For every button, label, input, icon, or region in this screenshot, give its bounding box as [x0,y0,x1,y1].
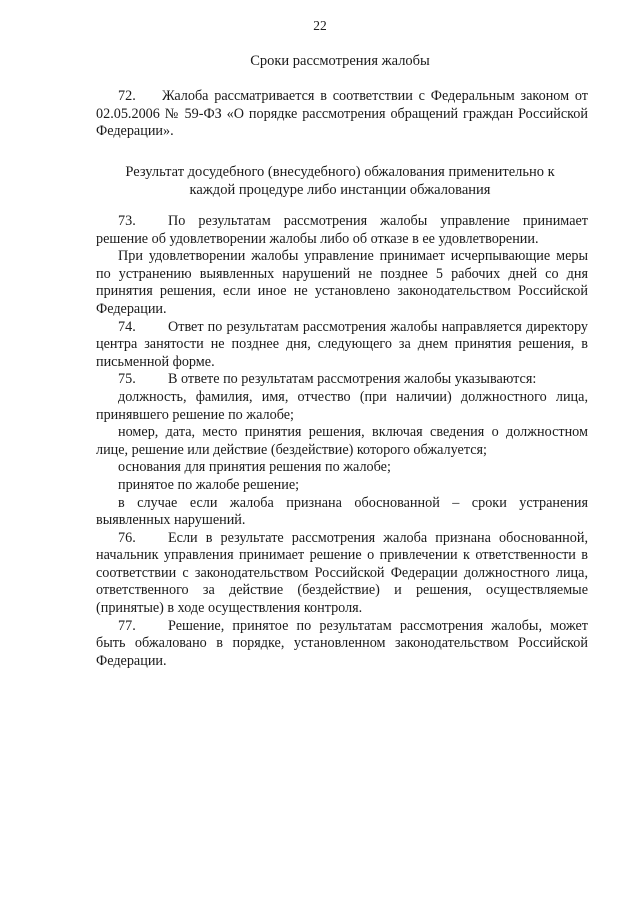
list-item-grounds: основания для принятия решения по жалобе; [118,459,391,476]
paragraph-76 [96,530,588,618]
paragraph-75 [96,371,588,389]
paragraph-number: 76. [118,529,136,546]
paragraph-74 [96,319,588,372]
paragraph-text: Если в результате рассмотрения жалоба признана обоснованной, начальник управления принимает решение о привлечении к ответственности в соответствии с законодательством Российской Федерации должностного лица, ответственного за действие (бездействие) и решения, осуществляемые (принятые) в ходе осуществления контроля. [96,529,588,617]
list-item-decision-details: номер, дата, место принятия решения, включая сведения о должностном лице, решение или действие (бездействие) которого обжалуется; [96,424,588,458]
paragraph-number: 73. [118,213,136,229]
paragraph-72 [96,88,588,141]
page-number: 22 [313,18,327,33]
paragraph-73 [96,213,588,248]
paragraph-number: 75. [118,371,136,388]
paragraph-text: Ответ по результатам рассмотрения жалобы направляется директору центра занятости не позднее дня, следующего за днем принятия решения, в письменной форме. [96,318,588,370]
paragraph-number: 77. [118,617,136,634]
paragraph-77 [96,618,588,671]
paragraph-73-satisfaction: При удовлетворении жалобы управление принимает исчерпывающие меры по устранению выявленных нарушений не позднее 5 рабочих дней со дня принятия решения, если иное не установлено законодательством Российской Федерации. [96,248,588,317]
paragraph-text: Жалоба рассматривается в соответствии с Федеральным законом от 02.05.2006 № 59-ФЗ «О порядке рассмотрения обращений граждан Российской Федерации». [96,88,588,140]
list-item-deadlines: в случае если жалоба признана обоснованной – сроки устранения выявленных нарушений. [96,494,588,529]
list-item-position: должность, фамилия, имя, отчество (при наличии) должностного лица, принявшего решение по жалобе; [96,388,588,423]
paragraph-text: Решение, принятое по результатам рассмотрения жалобы, может быть обжаловано в порядке, установленном законодательством Российской Федерации. [96,617,588,669]
paragraph-number: 72. [118,88,136,104]
section-title-line-2: каждой процедуре либо инстанции обжалования [189,182,491,198]
section1-body [96,88,588,141]
section-title-line-1: Результат досудебного (внесудебного) обжалования применительно к [125,164,555,180]
paragraph-text: В ответе по результатам рассмотрения жалобы указываются: [168,371,537,388]
paragraph-number: 74. [118,318,136,335]
section-title-result [100,163,580,199]
paragraph-text: По результатам рассмотрения жалобы управление принимает решение об удовлетворении жалобы либо об отказе в ее удовлетворении. [96,213,588,247]
section-title-review-period: Сроки рассмотрения жалобы [250,53,430,69]
list-item-decision: принятое по жалобе решение; [118,476,300,493]
section2-body [96,213,588,670]
